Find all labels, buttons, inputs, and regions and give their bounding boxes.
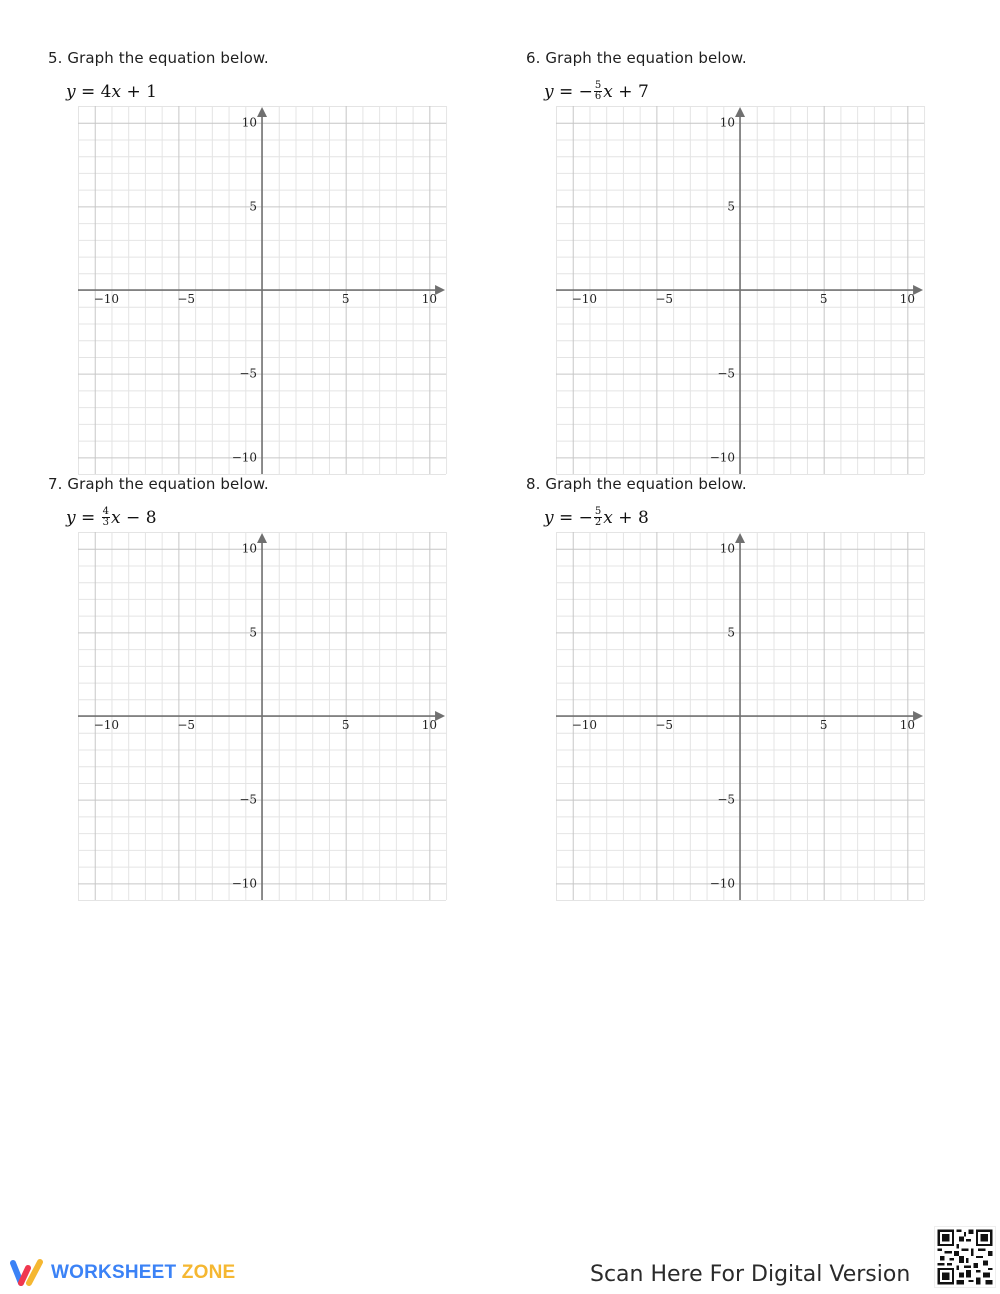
eq-var: x xyxy=(603,507,613,528)
eq-op: + xyxy=(126,82,141,102)
eq-var: x xyxy=(111,507,121,528)
eq-op: + xyxy=(618,81,633,102)
x-tick-label: 10 xyxy=(899,292,915,307)
x-tick-label: −5 xyxy=(655,292,674,307)
x-tick-label: −10 xyxy=(93,292,120,307)
problem-prompt: 7. Graph the equation below. xyxy=(48,475,269,493)
fraction-denominator: 3 xyxy=(102,517,110,528)
y-tick-label: −5 xyxy=(239,366,258,381)
equation xyxy=(66,507,157,528)
problem-prompt: 5. Graph the equation below. xyxy=(48,49,269,67)
eq-var: x xyxy=(603,81,613,102)
y-tick-label: 10 xyxy=(241,115,258,130)
eq-op: + xyxy=(618,507,633,528)
grid-svg[interactable] xyxy=(556,532,926,902)
y-axis-arrow-icon xyxy=(735,107,745,117)
fraction-denominator: 2 xyxy=(594,517,602,528)
coordinate-grid[interactable] xyxy=(78,106,448,476)
logo-word-worksheet: WORKSHEET xyxy=(51,1262,177,1283)
eq-const: 8 xyxy=(145,507,157,528)
problem-prompt: 6. Graph the equation below. xyxy=(526,49,747,67)
logo-text xyxy=(51,1262,235,1284)
coordinate-grid[interactable] xyxy=(78,532,448,902)
eq-lhs: y xyxy=(544,507,554,528)
eq-sign: − xyxy=(578,507,593,528)
qr-code-icon[interactable] xyxy=(934,1226,996,1288)
fraction-numerator: 5 xyxy=(594,80,602,91)
logo-mark-icon xyxy=(9,1258,45,1288)
equation xyxy=(544,507,649,528)
eq-lhs: y xyxy=(66,507,76,528)
x-tick-label: −10 xyxy=(93,718,120,733)
y-tick-label: −10 xyxy=(709,876,736,891)
x-tick-label: 10 xyxy=(899,718,915,733)
equation xyxy=(66,82,157,102)
x-tick-label: 5 xyxy=(819,292,828,307)
y-tick-label: −10 xyxy=(709,450,736,465)
y-tick-label: 10 xyxy=(241,541,258,556)
fraction-numerator: 4 xyxy=(102,506,110,517)
eq-fraction xyxy=(102,507,110,528)
eq-equals: = xyxy=(81,507,96,528)
grid-svg[interactable] xyxy=(556,106,926,476)
eq-var: x xyxy=(111,82,122,102)
scan-here-text: Scan Here For Digital Version xyxy=(590,1262,911,1287)
y-tick-label: 5 xyxy=(727,625,736,640)
eq-op: − xyxy=(126,507,141,528)
grid-svg[interactable] xyxy=(78,532,448,902)
fraction-numerator: 5 xyxy=(594,506,602,517)
x-tick-label: −10 xyxy=(571,292,598,307)
eq-fraction xyxy=(594,507,602,528)
y-tick-label: 5 xyxy=(249,199,258,214)
y-axis-arrow-icon xyxy=(257,533,267,543)
eq-const: 8 xyxy=(637,507,649,528)
eq-coef: 4 xyxy=(100,82,112,102)
y-tick-label: −5 xyxy=(717,792,736,807)
problem-prompt: 8. Graph the equation below. xyxy=(526,475,747,493)
y-tick-label: 5 xyxy=(727,199,736,214)
x-tick-label: −5 xyxy=(177,718,196,733)
x-tick-label: 5 xyxy=(819,718,828,733)
eq-lhs: y xyxy=(66,82,76,102)
y-tick-label: −10 xyxy=(231,876,258,891)
coordinate-grid[interactable] xyxy=(556,106,926,476)
fraction-denominator: 6 xyxy=(594,91,602,102)
x-tick-label: −5 xyxy=(177,292,196,307)
x-tick-label: −10 xyxy=(571,718,598,733)
logo-word-zone: ZONE xyxy=(181,1262,236,1283)
eq-lhs: y xyxy=(544,81,554,102)
x-tick-label: 5 xyxy=(341,292,350,307)
grid-svg[interactable] xyxy=(78,106,448,476)
y-tick-label: −5 xyxy=(239,792,258,807)
y-axis-arrow-icon xyxy=(735,533,745,543)
eq-fraction xyxy=(594,81,602,102)
y-tick-label: 10 xyxy=(719,115,736,130)
x-tick-label: 5 xyxy=(341,718,350,733)
y-tick-label: 5 xyxy=(249,625,258,640)
y-tick-label: −5 xyxy=(717,366,736,381)
eq-equals: = xyxy=(81,82,96,102)
worksheetzone-logo xyxy=(9,1258,235,1288)
x-tick-label: −5 xyxy=(655,718,674,733)
x-tick-label: 10 xyxy=(421,292,437,307)
x-tick-label: 10 xyxy=(421,718,437,733)
eq-const: 1 xyxy=(146,82,157,102)
y-axis-arrow-icon xyxy=(257,107,267,117)
coordinate-grid[interactable] xyxy=(556,532,926,902)
eq-equals: = xyxy=(559,507,574,528)
eq-sign: − xyxy=(578,81,593,102)
eq-const: 7 xyxy=(637,81,649,102)
equation xyxy=(544,81,649,102)
eq-equals: = xyxy=(559,81,574,102)
y-tick-label: −10 xyxy=(231,450,258,465)
y-tick-label: 10 xyxy=(719,541,736,556)
